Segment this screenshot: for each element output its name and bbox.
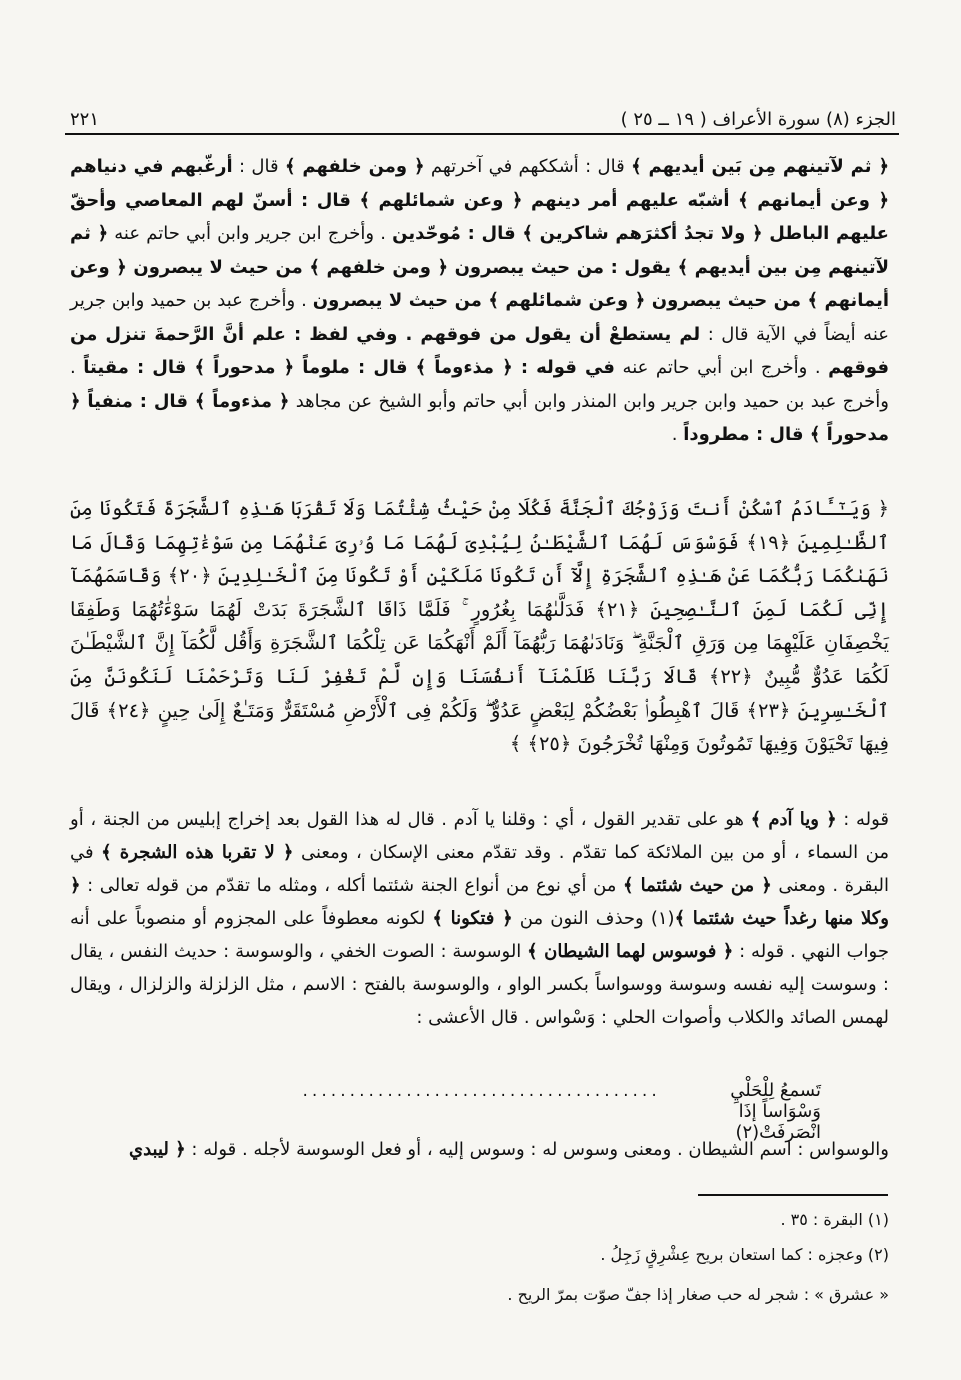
tafsir-run: ﴿ فتكونا ﴾ [432, 908, 513, 929]
commentary-run: أرغّبهم في دنياهم ﴿ وعن أيمانهم ﴾ أشبّه عليهم أمر دينهم ﴿ وعن شمائلهم ﴾ قال : أسنّ لهم المعاصي وأحقّ عليهم الباطل ﴿ ولا تجدُ أكثرَهم شاكرين ﴾ قال : مُوحّدين [70, 156, 889, 244]
commentary-paragraph [70, 150, 889, 452]
tafsir-run: من أي نوع من أنواع الجنة شئتما أكله ، ومثله ما تقدّم من قوله تعالى : [80, 875, 623, 896]
commentary-run: ﴿ مذءوماً ﴾ قال : منفياً ﴿ مدحوراً ﴾ قال : مطروداً [70, 390, 889, 445]
tafsir-run: ﴿ ويا آدم ﴾ [750, 809, 837, 830]
tafsir-run: ﴿ من حيث شئتما ﴾ [622, 875, 772, 896]
tafsir-run: هو على تقدير القول ، أي : وقلنا يا آدم . قال له هذا القول بعد إخراج إبليس من الجنة ، أو من السماء ، أو من بين الملائكة كما تقدّم . وقد تقدّم معنى الإسكان ، ومعنى [70, 809, 889, 863]
commentary-run: . [671, 424, 684, 445]
footnote-1: (١) البقرة : ٣٥ . [780, 1210, 889, 1229]
tafsir-run: لكونه معطوفاً على المجزوم أو منصوباً على أنه جواب النهي . قوله : [70, 908, 889, 962]
poem-second-half-ellipsis: ...................................... [301, 1084, 660, 1100]
tafsir-run: ﴿ ليبدي [129, 1139, 186, 1160]
running-title: الجزء (٨) سورة الأعراف ( ١٩ ــ ٢٥ ) [620, 109, 896, 130]
commentary-run: . وأخرج عبد بن حميد وابن جرير عنه أيضاً في الآية قال : [70, 290, 889, 345]
commentary-run: لم يستطعْ أن يقول من فوقهم . وفي لفظ : علم أنَّ الرَّحمةَ تنزل من فوقهم [70, 323, 889, 378]
tafsir-run: (١) وحذف النون من [512, 908, 675, 929]
tafsir-run: والوسواس : اسم الشيطان . ومعنى وسوس له : وسوس إليه ، أو فعل الوسوسة لأجله . قوله : [185, 1139, 889, 1160]
footnote-rule [698, 1194, 888, 1196]
commentary-run: . وأخرج عبد بن حميد وابن جرير وابن المنذر وابن أبي حاتم وأبو الشيخ عن مجاهد [70, 357, 889, 412]
header-rule [65, 133, 899, 135]
commentary-run: ﴿ ثم لآتينهم مِن بين أيديهم ﴾ يقول : من حيث يبصرون ﴿ ومن خلفهم ﴾ من حيث لا يبصرون ﴿ وعن أيمانهم ﴾ من حيث يبصرون ﴿ وعن شمائلهم ﴾ من حيث لا يبصرون [70, 223, 889, 311]
tafsir-run: في البقرة . ومعنى [70, 842, 889, 896]
commentary-run: . وأخرج ابن أبي حاتم عنه [614, 357, 829, 378]
tafsir-run: ﴿ فوسوس لهما الشيطان ﴾ [527, 941, 734, 962]
footnote-2: (٢) وعجزه : كما استعان بريح عِشْرِقٍ زَجِلُ . [600, 1245, 889, 1264]
page-header [70, 100, 896, 130]
quran-verses: ﴿ وَيَـٰٓـَٔادَمُ ٱسْكُنْ أَنتَ وَزَوْجُكَ ٱلْجَنَّةَ فَكُلَا مِنْ حَيْثُ شِئْتُمَا وَلَا تَقْرَبَا هَـٰذِهِ ٱلشَّجَرَةَ فَتَكُونَا مِنَ ٱلظَّـٰلِمِينَ ﴿١٩﴾ فَوَسْوَسَ لَهُمَا ٱلشَّيْطَـٰنُ لِيُبْدِىَ لَهُمَا مَا وُۥرِىَ عَنْهُمَا مِن سَوْءَٰتِهِمَا وَقَالَ مَا نَهَىٰكُمَا رَبُّكُمَا عَنْ هَـٰذِهِ ٱلشَّجَرَةِ إِلَّآ أَن تَكُونَا مَلَكَيْنِ أَوْ تَكُونَا مِنَ ٱلْخَـٰلِدِينَ ﴿٢٠﴾ وَقَاسَمَهُمَآ إِنِّى لَكُمَا لَمِنَ ٱلنَّـٰصِحِينَ ﴿٢١﴾ فَدَلَّىٰهُمَا بِغُرُورٍ ۚ فَلَمَّا ذَاقَا ٱلشَّجَرَةَ بَدَتْ لَهُمَا سَوْءَٰتُهُمَا وَطَفِقَا يَخْصِفَانِ عَلَيْهِمَا مِن وَرَقِ ٱلْجَنَّةِ ۖ وَنَادَىٰهُمَا رَبُّهُمَآ أَلَمْ أَنْهَكُمَا عَن تِلْكُمَا ٱلشَّجَرَةِ وَأَقُل لَّكُمَآ إِنَّ ٱلشَّيْطَـٰنَ لَكُمَا عَدُوٌّ مُّبِينٌ ﴿٢٢﴾ قَالَا رَبَّنَا ظَلَمْنَآ أَنفُسَنَا وَإِن لَّمْ تَغْفِرْ لَنَا وَتَرْحَمْنَا لَنَكُونَنَّ مِنَ ٱلْخَـٰسِرِينَ ﴿٢٣﴾ قَالَ ٱهْبِطُوا۟ بَعْضُكُمْ لِبَعْضٍ عَدُوٌّ ۖ وَلَكُمْ فِى ٱلْأَرْضِ مُسْتَقَرٌّ وَمَتَـٰعٌ إِلَىٰ حِينٍ ﴿٢٤﴾ قَالَ فِيهَا تَحْيَوْنَ وَفِيهَا تَمُوتُونَ وَمِنْهَا تُخْرَجُونَ ﴿٢٥﴾ ﴾ [70, 497, 890, 756]
commentary-run: قال : [232, 156, 285, 177]
tafsir-paragraph [70, 803, 889, 1034]
commentary-run: في قوله : ﴿ مذءوماً ﴾ قال : ملوماً ﴿ مدحوراً ﴾ قال : مقيتاً [83, 357, 615, 378]
commentary-run: ﴿ ومن خلفهم ﴾ [284, 156, 425, 177]
tafsir-run: الوسوسة : الصوت الخفي ، والوسوسة : حديث النفس ، يقال : وسوست إليه نفسه وسوسة ووسواساً بكسر الواو ، والوسوسة بالفتح : الاسم ، مثل الزلزلة والزلزال ، ويقال لهمس الصائد والكلاب وأصوات الحلي : وَسْواس . قال الأعشى : [70, 941, 889, 1028]
commentary-run: قال : أشككهم في آخرتهم [424, 156, 632, 177]
commentary-run: ﴿ ثم لآتينهم مِن بَين أيديهم ﴾ [631, 156, 890, 177]
tafsir-run: ﴿ لا تقربا هذه الشجرة ﴾ [101, 842, 294, 863]
page-number: ٢٢١ [70, 109, 100, 130]
tafsir-run: ﴿ وكلا منها رغداً حيث شئتما ﴾ [70, 875, 889, 929]
tafsir-paragraph-continued [70, 1133, 889, 1166]
poem-first-half: تَسمعُ لِلْحَلْيِ وَسْوَاساً إذَا انْصَرفَتْ(٢) [730, 1080, 821, 1143]
tafsir-run: قوله : [836, 809, 889, 830]
footnote-2-gloss: « عشرق » : شجر له حب صغار إذا جفّ صوّت بمرّ الريح . [507, 1285, 889, 1304]
commentary-run: . وأخرج ابن جرير وابن أبي حاتم عنه [108, 223, 393, 244]
